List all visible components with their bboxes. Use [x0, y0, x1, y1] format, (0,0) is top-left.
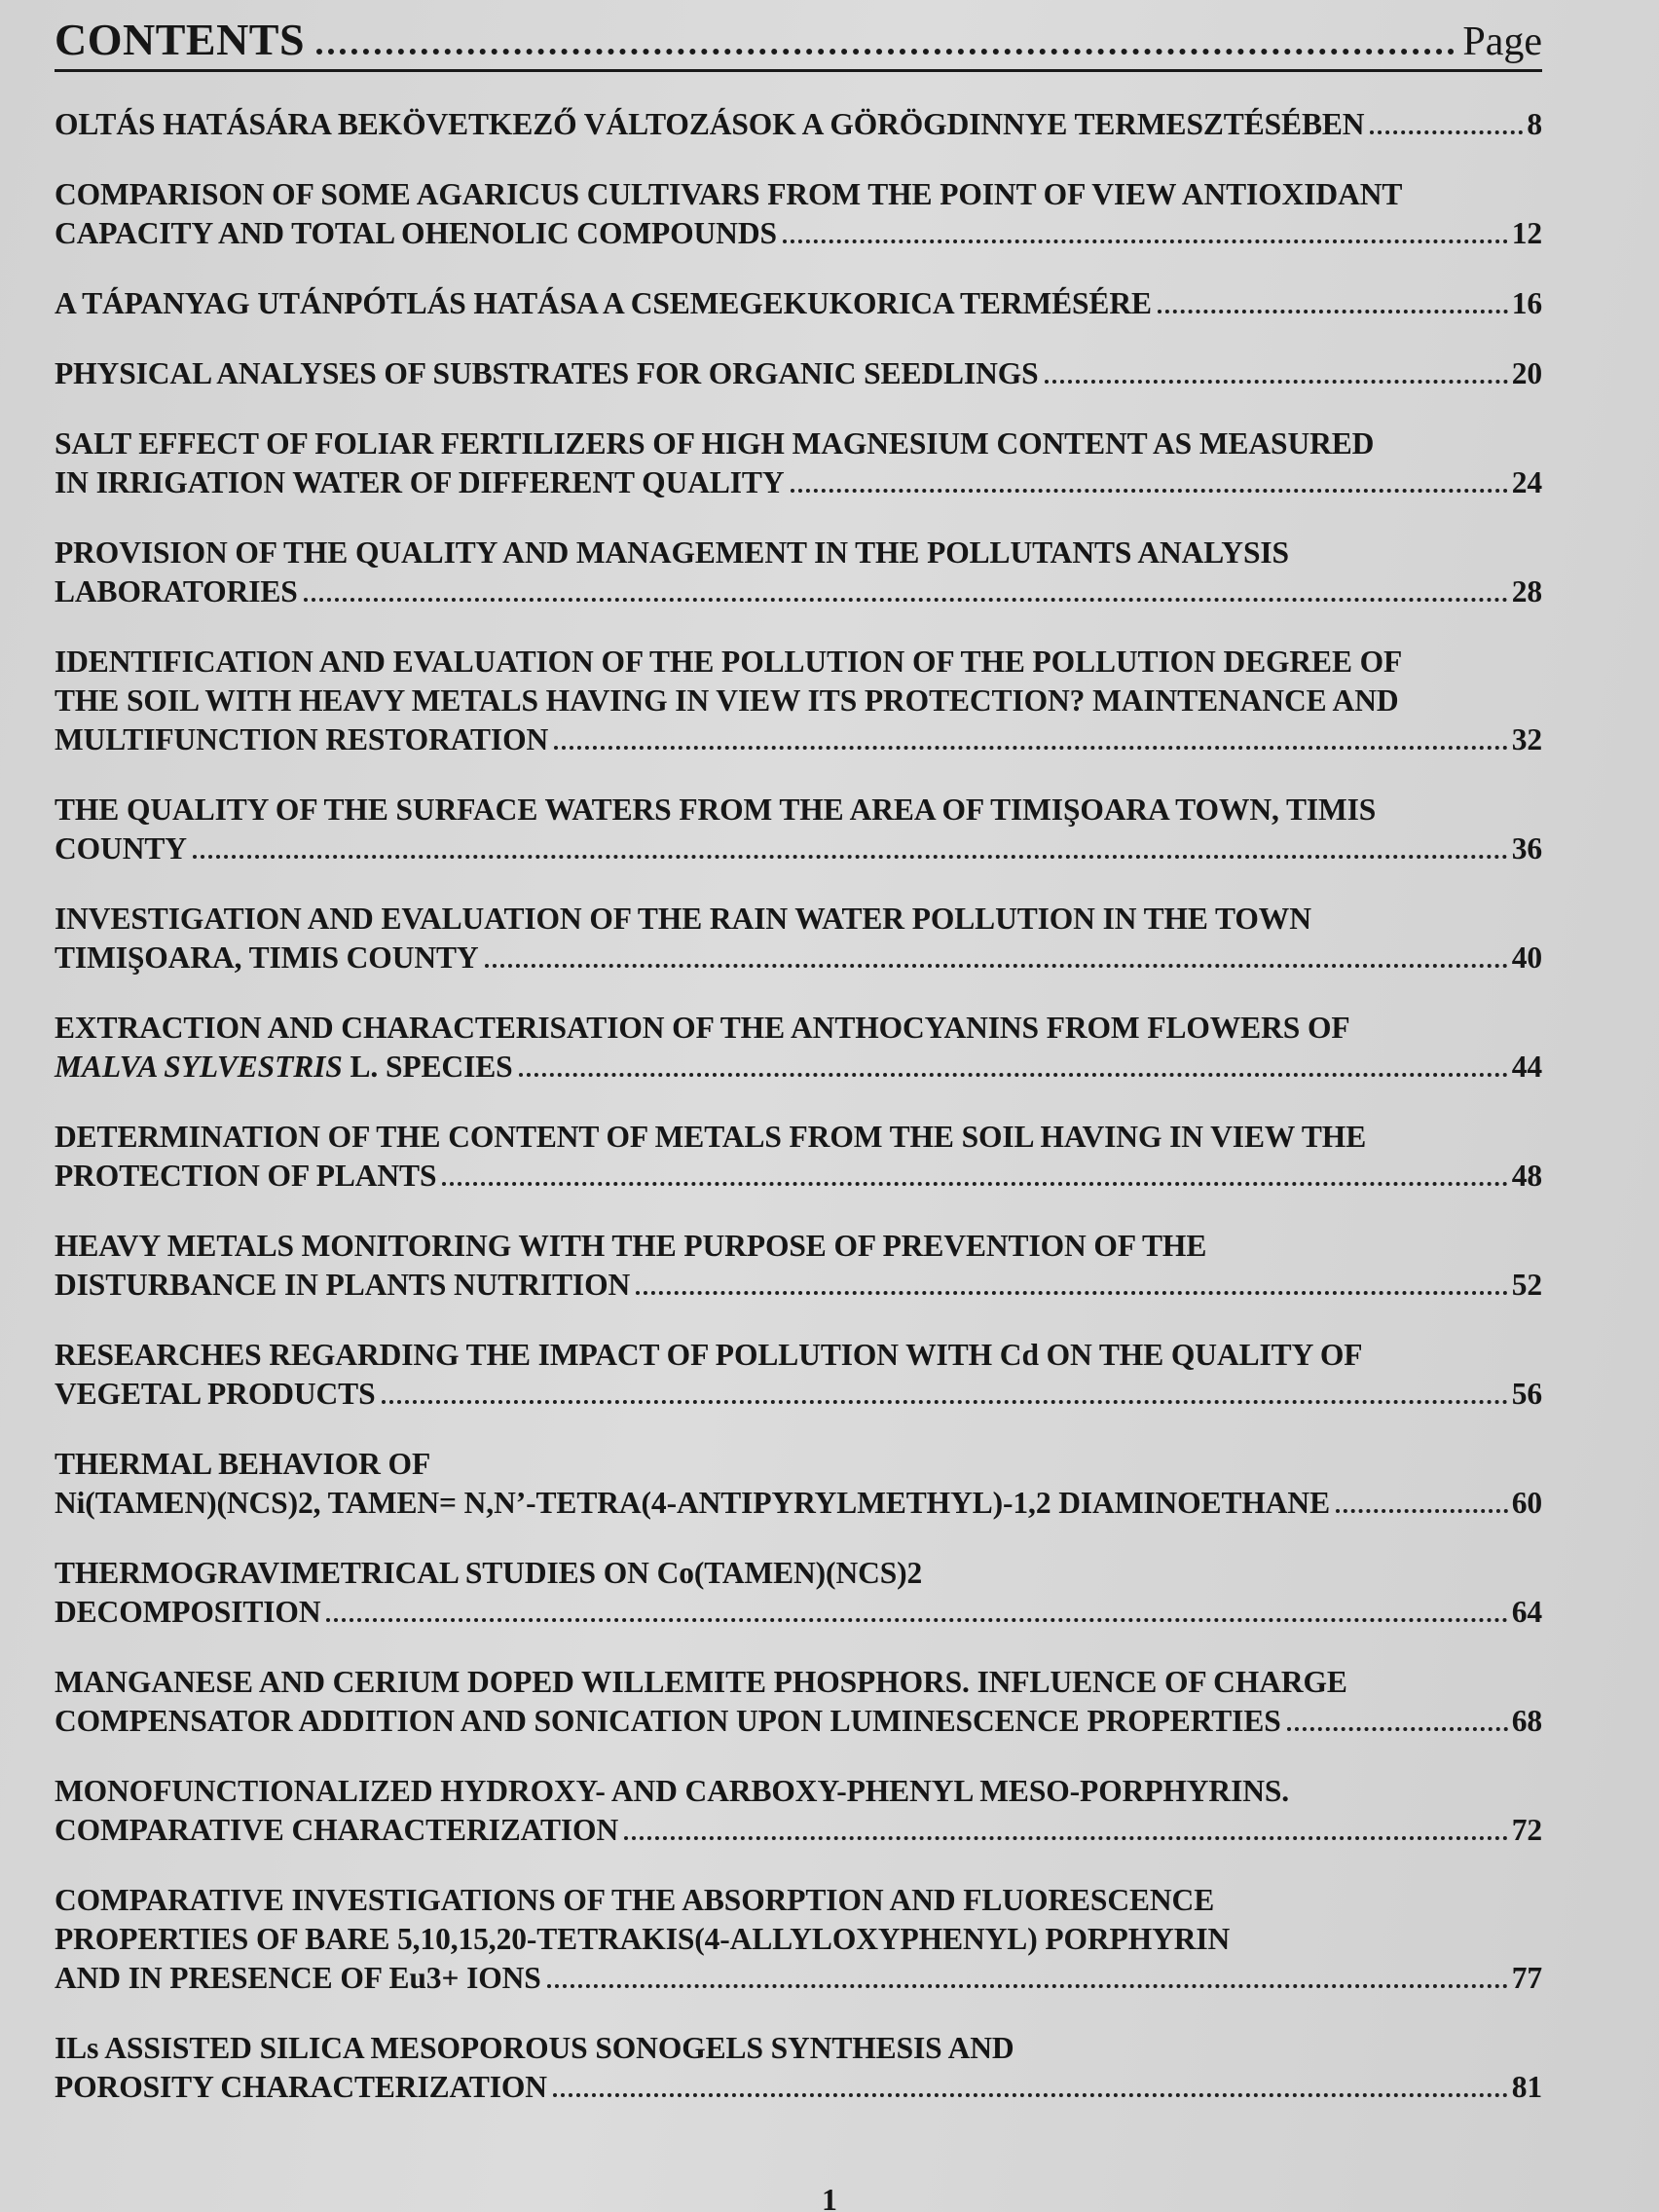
toc-entry-page-number: 77	[1511, 1961, 1542, 1995]
toc-entry-page-number: 68	[1511, 1704, 1542, 1738]
dot-leader	[304, 598, 1508, 602]
toc-entry-last-line	[55, 572, 1542, 611]
toc-entry	[55, 534, 1542, 611]
toc-entry-last-line	[55, 463, 1542, 502]
page-number: 1	[822, 2182, 837, 2212]
toc-entry-title-line: COMPARATIVE INVESTIGATIONS OF THE ABSORPTION AND FLUORESCENCE	[55, 1883, 1215, 1917]
toc-entry-last-line	[55, 2068, 1542, 2107]
toc-entry-title-line: COUNTY	[55, 831, 187, 866]
toc-entry-last-line	[55, 284, 1542, 323]
toc-entry-page-number: 72	[1511, 1813, 1542, 1847]
toc-entry-page-number: 81	[1511, 2070, 1542, 2104]
toc-entry-page-number: 64	[1511, 1595, 1542, 1629]
toc-entry-title-line: COMPARATIVE CHARACTERIZATION	[55, 1813, 619, 1847]
toc-entry-title-line: IDENTIFICATION AND EVALUATION OF THE POLLUTION OF THE POLLUTION DEGREE OF	[55, 645, 1403, 679]
toc-entry	[55, 1445, 1542, 1523]
species-name-italic: MALVA SYLVESTRIS	[55, 1050, 343, 1084]
toc-entry-title-line: MULTIFUNCTION RESTORATION	[55, 722, 549, 756]
toc-entry-title-line: CAPACITY AND TOTAL OHENOLIC COMPOUNDS	[55, 216, 777, 250]
toc-entry-last-line	[55, 214, 1542, 253]
toc-entry-page-number: 60	[1511, 1486, 1542, 1520]
dot-leader	[193, 855, 1508, 859]
dot-leader	[1336, 1509, 1508, 1513]
toc-entry-title-line: THERMAL BEHAVIOR OF	[55, 1447, 431, 1481]
dot-leader	[783, 240, 1508, 243]
toc-entry	[55, 1663, 1542, 1741]
toc-entry-title-line: LABORATORIES	[55, 574, 298, 608]
toc-entry-page-number: 28	[1511, 574, 1542, 608]
toc-entry	[55, 105, 1542, 144]
toc-entry-title-line: ILs ASSISTED SILICA MESOPOROUS SONOGELS SYNTHESIS AND	[55, 2031, 1014, 2065]
toc-entry-title-line: SALT EFFECT OF FOLIAR FERTILIZERS OF HIGH MAGNESIUM CONTENT AS MEASURED	[55, 426, 1375, 461]
toc-entry-title-line	[55, 1048, 513, 1087]
toc-entry-page-number: 24	[1511, 465, 1542, 499]
toc-entry-page-number: 40	[1511, 940, 1542, 975]
dot-leader	[547, 1984, 1508, 1988]
toc-entry-last-line	[55, 1484, 1542, 1523]
toc-entry-title-rest: L. SPECIES	[342, 1050, 513, 1084]
toc-entry-page-number: 56	[1511, 1377, 1542, 1411]
toc-entry	[55, 1772, 1542, 1850]
toc-entry	[55, 1118, 1542, 1196]
toc-entry-page-number: 32	[1511, 722, 1542, 756]
toc-entry-title-line: HEAVY METALS MONITORING WITH THE PURPOSE OF PREVENTION OF THE	[55, 1229, 1207, 1263]
toc-entry-title-line: THE QUALITY OF THE SURFACE WATERS FROM THE AREA OF TIMIŞOARA TOWN, TIMIS	[55, 793, 1377, 827]
toc-entry-last-line	[55, 1702, 1542, 1741]
toc-entry-title-line: RESEARCHES REGARDING THE IMPACT OF POLLUTION WITH Cd ON THE QUALITY OF	[55, 1338, 1363, 1372]
toc-entry	[55, 175, 1542, 253]
toc-entry	[55, 284, 1542, 323]
toc-entry-last-line	[55, 1375, 1542, 1414]
toc-entry-title-line: TIMIŞOARA, TIMIS COUNTY	[55, 940, 479, 975]
header-dot-leader	[316, 49, 1455, 55]
toc-entry-last-line	[55, 1811, 1542, 1850]
toc-entry-title-line: VEGETAL PRODUCTS	[55, 1377, 376, 1411]
toc-entry-title-line: THERMOGRAVIMETRICAL STUDIES ON Co(TAMEN)(NCS)2	[55, 1556, 923, 1590]
toc-entry-last-line	[55, 939, 1542, 977]
toc-entry-title-line: PROVISION OF THE QUALITY AND MANAGEMENT IN THE POLLUTANTS ANALYSIS	[55, 535, 1289, 570]
toc-entry-page-number: 8	[1527, 107, 1542, 141]
contents-title: CONTENTS	[55, 15, 306, 64]
toc-entry-last-line	[55, 720, 1542, 759]
toc-entry	[55, 1554, 1542, 1632]
toc-entry-title-line: OLTÁS HATÁSÁRA BEKÖVETKEZŐ VÁLTOZÁSOK A GÖRÖGDINNYE TERMESZTÉSÉBEN	[55, 107, 1365, 141]
toc-entry-page-number: 44	[1511, 1050, 1542, 1084]
toc-entry-title-line: PROPERTIES OF BARE 5,10,15,20-TETRAKIS(4-ALLYLOXYPHENYL) PORPHYRIN	[55, 1922, 1231, 1956]
toc-entry-title-line: DECOMPOSITION	[55, 1595, 321, 1629]
toc-entry-last-line	[55, 1157, 1542, 1196]
dot-leader	[519, 1073, 1508, 1077]
toc-entry-title-line: PHYSICAL ANALYSES OF SUBSTRATES FOR ORGANIC SEEDLINGS	[55, 356, 1039, 390]
toc-entry-page-number: 12	[1511, 216, 1542, 250]
dot-leader	[554, 746, 1508, 750]
dot-leader	[1370, 130, 1523, 134]
dot-leader	[382, 1400, 1508, 1404]
toc-entry-title-line: IN IRRIGATION WATER OF DIFFERENT QUALITY	[55, 465, 785, 499]
toc-entry-title-line: MANGANESE AND CERIUM DOPED WILLEMITE PHOSPHORS. INFLUENCE OF CHARGE	[55, 1665, 1347, 1699]
toc-entry-title-line: COMPENSATOR ADDITION AND SONICATION UPON LUMINESCENCE PROPERTIES	[55, 1704, 1281, 1738]
toc-entry-last-line	[55, 1048, 1542, 1087]
toc-entry	[55, 1227, 1542, 1305]
page-column-label: Page	[1462, 19, 1542, 64]
dot-leader	[485, 964, 1508, 968]
dot-leader	[1045, 380, 1508, 384]
toc-entry-title-line: AND IN PRESENCE OF Eu3+ IONS	[55, 1961, 541, 1995]
toc-entry-last-line	[55, 354, 1542, 393]
dot-leader	[1287, 1727, 1508, 1731]
toc-entry-page-number: 52	[1511, 1268, 1542, 1302]
toc-entry	[55, 424, 1542, 502]
toc-entry-title-line: THE SOIL WITH HEAVY METALS HAVING IN VIEW ITS PROTECTION? MAINTENANCE AND	[55, 683, 1399, 718]
toc-entry-last-line	[55, 830, 1542, 868]
toc-entry-page-number: 48	[1511, 1159, 1542, 1193]
dot-leader	[326, 1618, 1507, 1622]
dot-leader	[636, 1291, 1508, 1295]
toc-entry-title-line: POROSITY CHARACTERIZATION	[55, 2070, 547, 2104]
toc-entry-page-number: 16	[1511, 286, 1542, 320]
toc-entry-title-line: A TÁPANYAG UTÁNPÓTLÁS HATÁSA A CSEMEGEKUKORICA TERMÉSÉRE	[55, 286, 1152, 320]
toc-entry-last-line	[55, 1959, 1542, 1998]
toc-entry-title-line: Ni(TAMEN)(NCS)2, TAMEN= N,N’-TETRA(4-ANTIPYRYLMETHYL)-1,2 DIAMINOETHANE	[55, 1486, 1330, 1520]
toc-entry	[55, 900, 1542, 977]
toc-entry-title-line: INVESTIGATION AND EVALUATION OF THE RAIN WATER POLLUTION IN THE TOWN	[55, 902, 1311, 936]
toc-entry	[55, 1009, 1542, 1087]
toc-entry	[55, 791, 1542, 868]
toc-entry-title-line: MONOFUNCTIONALIZED HYDROXY- AND CARBOXY-PHENYL MESO-PORPHYRINS.	[55, 1774, 1290, 1808]
dot-leader	[791, 489, 1508, 493]
dot-leader	[624, 1836, 1508, 1840]
dot-leader	[442, 1182, 1507, 1186]
toc-entry-page-number: 20	[1511, 356, 1542, 390]
dot-leader	[553, 2093, 1508, 2097]
contents-header	[55, 14, 1542, 72]
toc-entry-title-line: DISTURBANCE IN PLANTS NUTRITION	[55, 1268, 631, 1302]
toc-entry	[55, 643, 1542, 759]
toc-entry-last-line	[55, 1593, 1542, 1632]
toc-entry-page-number: 36	[1511, 831, 1542, 866]
toc-entry	[55, 354, 1542, 393]
toc-entry	[55, 2029, 1542, 2107]
toc-entry	[55, 1881, 1542, 1998]
toc-entry-title-line: DETERMINATION OF THE CONTENT OF METALS FROM THE SOIL HAVING IN VIEW THE	[55, 1120, 1367, 1154]
toc-entry	[55, 1336, 1542, 1414]
toc-entry-title-line: PROTECTION OF PLANTS	[55, 1159, 437, 1193]
table-of-contents	[55, 105, 1542, 2107]
toc-entry-title-line: EXTRACTION AND CHARACTERISATION OF THE ANTHOCYANINS FROM FLOWERS OF	[55, 1011, 1350, 1045]
toc-entry-last-line	[55, 1266, 1542, 1305]
dot-leader	[1158, 310, 1508, 313]
toc-entry-last-line	[55, 105, 1542, 144]
toc-entry-title-line: COMPARISON OF SOME AGARICUS CULTIVARS FROM THE POINT OF VIEW ANTIOXIDANT	[55, 177, 1403, 211]
